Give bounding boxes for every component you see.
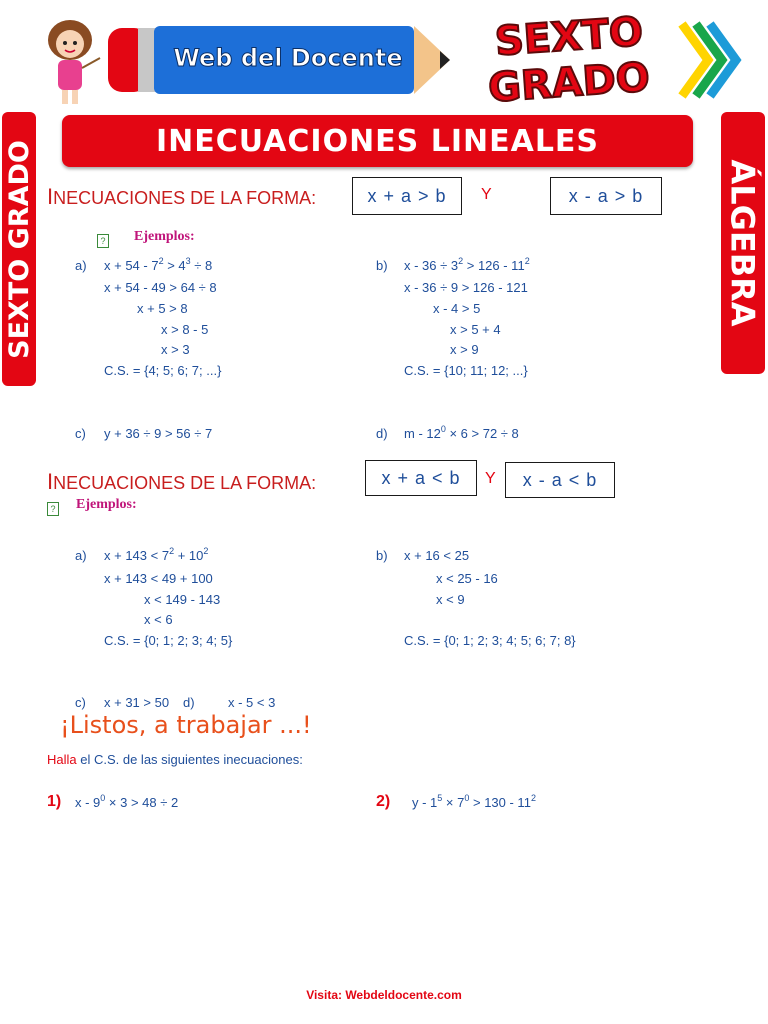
section2-box-b: x - a < b <box>505 462 615 498</box>
section1-y: Y <box>481 186 492 203</box>
grade-badge <box>470 8 670 112</box>
s1-ex-a-step: x + 54 - 49 > 64 ÷ 8 <box>104 280 217 295</box>
teacher-illustration <box>40 14 102 106</box>
s2-ex-a-step: x < 149 - 143 <box>144 592 221 607</box>
section1-heading: INECUACIONES DE LA FORMA: <box>47 184 317 209</box>
s1-ex-b-label: b) <box>376 258 388 273</box>
footer-link[interactable]: Visita: Webdeldocente.com <box>306 988 462 1002</box>
s1-ex-b-step: x - 4 > 5 <box>433 301 481 316</box>
s2-ex-a-label: a) <box>75 548 87 563</box>
logo-text: Web del Docente <box>173 44 403 72</box>
s1-ex-a-step: x > 8 - 5 <box>161 322 209 337</box>
section2-y: Y <box>485 470 496 487</box>
s2-ex-c-label: c) <box>75 695 86 710</box>
s1-ex-b-step: x > 5 + 4 <box>450 322 501 337</box>
practice-instruction: Halla el C.S. de las siguientes inecuaciones: <box>47 752 303 767</box>
s2-ex-d-label: d) <box>183 695 195 710</box>
s1-ex-b-step: x - 36 ÷ 9 > 126 - 121 <box>404 280 528 295</box>
s1-ex-a-label: a) <box>75 258 87 273</box>
section1-box-b: x - a > b <box>550 177 662 215</box>
section1-box-a: x + a > b <box>352 177 462 215</box>
problem-1-number: 1) <box>47 793 62 810</box>
practice-heading: ¡Listos, a trabajar ...! <box>60 711 312 739</box>
s2-ex-b-line1: x + 16 < 25 <box>404 548 470 563</box>
s1-ex-a-cs: C.S. = {4; 5; 6; 7; ...} <box>104 363 222 378</box>
s2-ex-c-text: x + 31 > 50 <box>104 695 170 710</box>
badge-line2: GRADO <box>486 54 652 112</box>
side-banner-right-text: ÁLGEBRA <box>724 159 763 327</box>
s1-ex-c-text: y + 36 ÷ 9 > 56 ÷ 7 <box>104 426 213 441</box>
s2-ex-b-step: x < 9 <box>436 592 465 607</box>
s2-ex-d-text: x - 5 < 3 <box>228 695 276 710</box>
section2-examples-label: Ejemplos: <box>76 497 137 512</box>
problem-1-text: $x - 9^0 \times 3 > 48 \div 2$ <box>75 793 179 810</box>
s1-ex-a-line1: $x + 54 - 7^2 > 4^3 \div 8$ <box>104 256 213 273</box>
s2-ex-a-cs: C.S. = {0; 1; 2; 3; 4; 5} <box>104 633 233 648</box>
s2-ex-b-cs: C.S. = {0; 1; 2; 3; 4; 5; 6; 7; 8} <box>404 633 576 648</box>
checkbox-icon: ? <box>97 234 109 248</box>
s1-ex-a-step: x + 5 > 8 <box>137 301 188 316</box>
s2-ex-b-step: x < 25 - 16 <box>436 571 498 586</box>
s2-ex-b-label: b) <box>376 548 388 563</box>
side-banner-left <box>2 112 36 386</box>
s1-ex-b-line1: $x - 36 \div 3^2 > 126 - 11^2$ <box>404 256 530 273</box>
page-title: INECUACIONES LINEALES <box>155 123 600 159</box>
section1-examples-label: Ejemplos: <box>134 229 195 244</box>
s1-ex-d-label: d) <box>376 426 388 441</box>
section2-box-a: x + a < b <box>365 460 477 496</box>
title-bar <box>62 115 693 167</box>
s1-ex-c-label: c) <box>75 426 86 441</box>
s1-ex-a-step: x > 3 <box>161 342 190 357</box>
s2-ex-a-step: x + 143 < 49 + 100 <box>104 571 213 586</box>
s1-ex-d-text: $m - 12^0 \times 6 > 72 \div 8$ <box>404 424 519 441</box>
section2-heading: INECUACIONES DE LA FORMA: <box>47 469 317 494</box>
s1-ex-b-cs: C.S. = {10; 11; 12; ...} <box>404 363 528 378</box>
s2-ex-a-line1: $x + 143 < 7^2 + 10^2$ <box>104 546 209 563</box>
side-banner-right <box>721 112 765 374</box>
pencil-logo <box>104 18 454 102</box>
side-banner-left-text: SEXTO GRADO <box>3 139 35 359</box>
problem-2-text: $y - 1^5 \times 7^0 > 130 - 11^2$ <box>412 793 536 810</box>
problem-2-number: 2) <box>376 793 391 810</box>
s1-ex-b-step: x > 9 <box>450 342 479 357</box>
s2-ex-a-step: x < 6 <box>144 612 173 627</box>
chevron-arrows-icon <box>678 20 742 100</box>
header-banner <box>0 0 768 110</box>
badge-line1: SEXTO <box>493 8 645 66</box>
checkbox-icon: ? <box>47 502 59 516</box>
